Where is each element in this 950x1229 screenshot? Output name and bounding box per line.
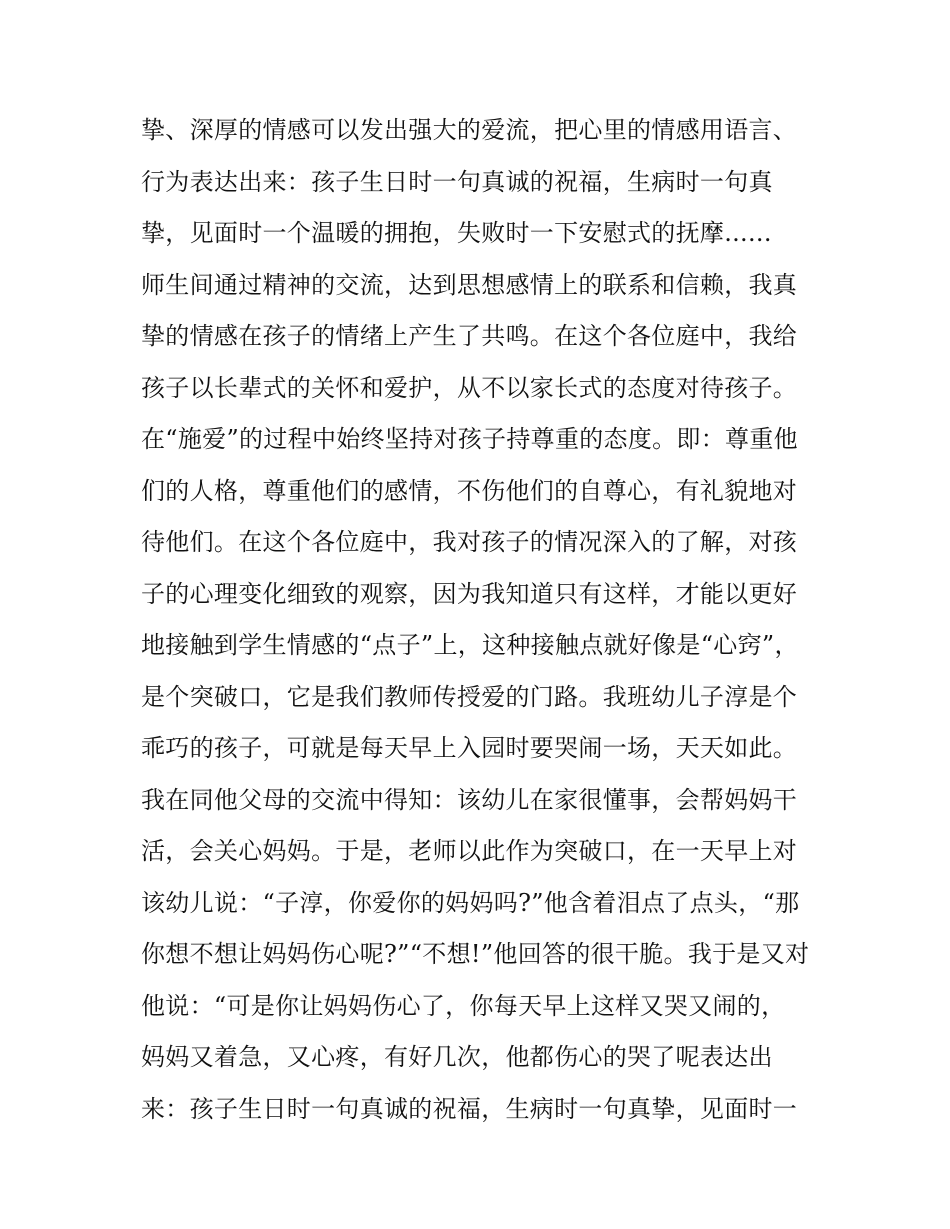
text-line: 乖巧的孩子，可就是每天早上入园时要哭闹一场，天天如此。: [141, 734, 798, 762]
text-line: 来：孩子生日时一句真诚的祝福，生病时一句真挚，见面时一: [141, 1094, 798, 1123]
text-line: 挚、深厚的情感可以发出强大的爱流，把心里的情感用语言、: [141, 116, 798, 144]
text-line: 挚的情感在孩子的情绪上产生了共鸣。在这个各位庭中，我给: [141, 322, 798, 350]
text-line: 们的人格，尊重他们的感情，不伤他们的自尊心，有礼貌地对: [141, 476, 798, 505]
text-line: 地接触到学生情感的“点子”上，这种接触点就好像是“心窍”，: [141, 631, 799, 659]
text-line: 行为表达出来：孩子生日时一句真诚的祝福，生病时一句真: [141, 167, 773, 196]
text-line: 活，会关心妈妈。于是，老师以此作为突破口，在一天早上对: [141, 837, 798, 865]
text-line: 他说：“可是你让妈妈伤心了，你每天早上这样又哭又闹的，: [141, 991, 786, 1020]
text-line: 在“施爱”的过程中始终坚持对孩子持尊重的态度。即：尊重他: [141, 425, 798, 453]
text-line: 该幼儿说：“子淳，你爱你的妈妈吗?”他含着泪点了点头，“那: [141, 888, 800, 917]
text-line: 师生间通过精神的交流，达到思想感情上的联系和信赖，我真: [141, 270, 798, 299]
text-line: 待他们。在这个各位庭中，我对孩子的情况深入的了解，对孩: [141, 528, 798, 556]
text-line: 你想不想让妈妈伤心呢?”“不想!”他回答的很干脆。我于是又对: [141, 940, 810, 968]
text-line: 挚，见面时一个温暖的拥抱，失败时一下安慰式的抚摩......: [141, 219, 772, 247]
text-line: 是个突破口，它是我们教师传授爱的门路。我班幼儿子淳是个: [141, 682, 798, 711]
text-line: 子的心理变化细致的观察，因为我知道只有这样，才能以更好: [141, 579, 798, 608]
text-line: 孩子以长辈式的关怀和爱护，从不以家长式的态度对待孩子。: [141, 373, 798, 402]
text-line: 妈妈又着急，又心疼，有好几次，他都伤心的哭了呢表达出: [141, 1043, 773, 1071]
body-text: [141, 105, 821, 1135]
text-line: 我在同他父母的交流中得知：该幼儿在家很懂事，会帮妈妈干: [141, 785, 798, 814]
